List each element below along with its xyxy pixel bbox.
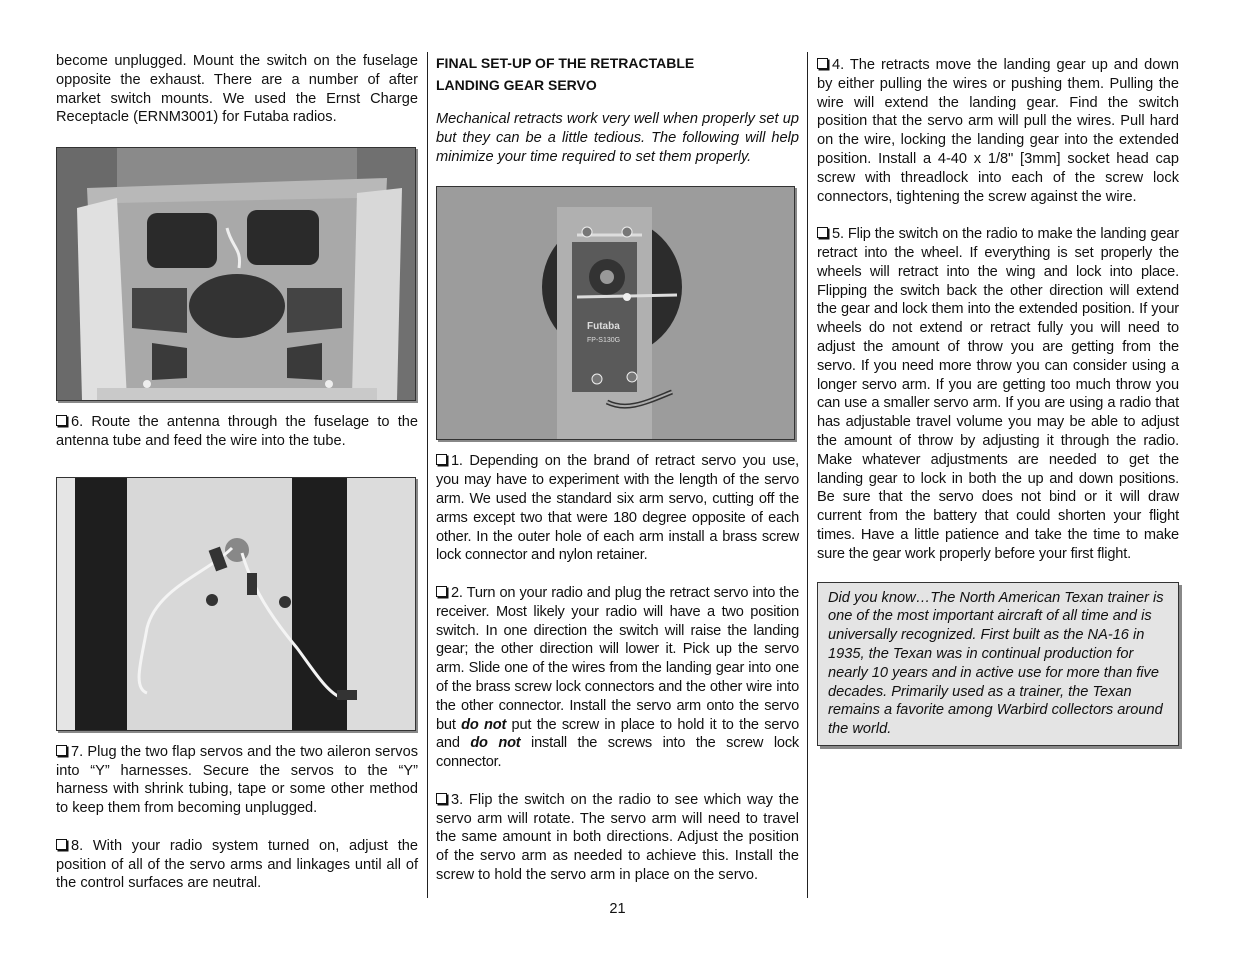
column-middle [436, 52, 799, 885]
column-left [56, 52, 418, 893]
servo-label-model: FP-S130G [587, 337, 621, 345]
fuselage-cockpit-photo [56, 147, 416, 401]
paragraph-intro-text: become unplugged. Mount the switch on the fuselage opposite the exhaust. There are a number of after market switch mounts. We used the Ernst Charge Receptacle (ERNM3001) for Futaba radios. [56, 53, 418, 126]
step-1-text: 1. Depending on the brand of retract servo you use, you may have to experiment with the length of the servo arm. We used the standard six arm servo, cutting off the arms except two that were 180 degree opposite of each other. In the outer hole of each arm install a brass screw lock connector and nylon retainer. [436, 453, 799, 564]
step-2-text: 2. Turn on your radio and plug the retract servo into the receiver. Most likely your radio will have a two position switch. In one direction the switch will raise the landing gear; the other direction will lower it. Pick up the servo arm. Slide one of the wires from the landing gear into one of the brass screw lock connectors and the other wire into the other connector. Install the servo arm onto the servo but do not put the screw in place to hold it to the servo and do not install the screws into the screw lock connector. [436, 584, 800, 771]
checkbox-step-7[interactable] [56, 745, 67, 756]
step-3-text: 3. Flip the switch on the radio to see which way the servo arm will rotate. The servo arm will need to travel the same amount in both directions. Adjust the position of the servo arm as needed to achieve this. Install the screw to hold the servo arm in place on the servo. [436, 791, 799, 883]
did-you-know-callout [817, 582, 1179, 746]
column-right [817, 52, 1179, 746]
step-4-text: 4. The retracts move the landing gear up and down by either pulling the wires or pushing them. Pulling the wire will extend the landing gear. Find the switch position that the servo arm will pull the wires. Pull hard on the wire, locking the landing gear into the extended position. Install a 4-40 x 1/8" [3mm] socket head cap screw with threadlock into each of the screw lock connectors, tightening the screw against the wire. [817, 57, 1179, 205]
step-7-text: 7. Plug the two flap servos and the two aileron servos into “Y” harnesses. Secure the servos to the “Y” harness with shrink tubing, tape or some other method to keep them from becoming unplugged. [56, 743, 418, 817]
checkbox-step-6[interactable] [56, 415, 67, 426]
checkbox-step-2[interactable] [436, 586, 447, 597]
checkbox-step-5[interactable] [817, 227, 828, 238]
section-intro: Mechanical retracts work very well when properly set up but they can be a little tedious. The following will help minimize your time required to set them properly. [436, 111, 799, 165]
step-5-text: 5. Flip the switch on the radio to make the landing gear retract into the wheel. If everything is set properly the wheels will retract into the wing and lock into place. Flipping the switch back the other direction will extend the gear and lock them into the extended position. If your wheels do not extend or retract fully you will need to adjust the amount of throw you are getting from the servo. If you need more throw you can consider using a longer servo arm. If you are getting too much throw you can use a smaller servo arm. If you are using a radio that has adjustable travel volume you may be able to adjust the amount of throw by adjusting it through the radio. Make whatever adjustments are needed to get the landing gear to lock in both the up and down positions. Be sure that the servo does not bind or it will draw current from the battery that could shorten your flight times. Have a little patience and take the time to make sure the gear work properly before your first flight. [817, 226, 1179, 562]
column-rule-right [807, 52, 808, 898]
retract-servo-photo [436, 186, 795, 440]
checkbox-step-4[interactable] [817, 58, 828, 69]
step-6-text: 6. Route the antenna through the fuselage to the antenna tube and feed the wire into the tube. [56, 414, 418, 449]
callout-text: Did you know…The North American Texan trainer is one of the most important aircraft of all time and is universally recognized. First built as the NA-16 in 1935, the Texan was in continual production for nearly 10 years and in active use for more than five decades. Primarily used as a trainer, the Texan remains a favorite among Warbird collectors around the world. [828, 589, 1164, 738]
checkbox-step-3[interactable] [436, 793, 447, 804]
checkbox-step-1[interactable] [436, 454, 447, 465]
checkbox-step-8[interactable] [56, 839, 67, 850]
section-heading: FINAL SET-UP OF THE RETRACTABLE LANDING GEAR SERVO [436, 55, 695, 93]
step-8-text: 8. With your radio system turned on, adjust the position of all of the servo arms and linkages until all of the control surfaces are neutral. [56, 837, 418, 892]
wing-servo-wires-photo [56, 477, 416, 731]
column-rule-left [427, 52, 428, 898]
servo-label-brand: Futaba [587, 321, 620, 333]
page-number: 21 [609, 901, 626, 917]
